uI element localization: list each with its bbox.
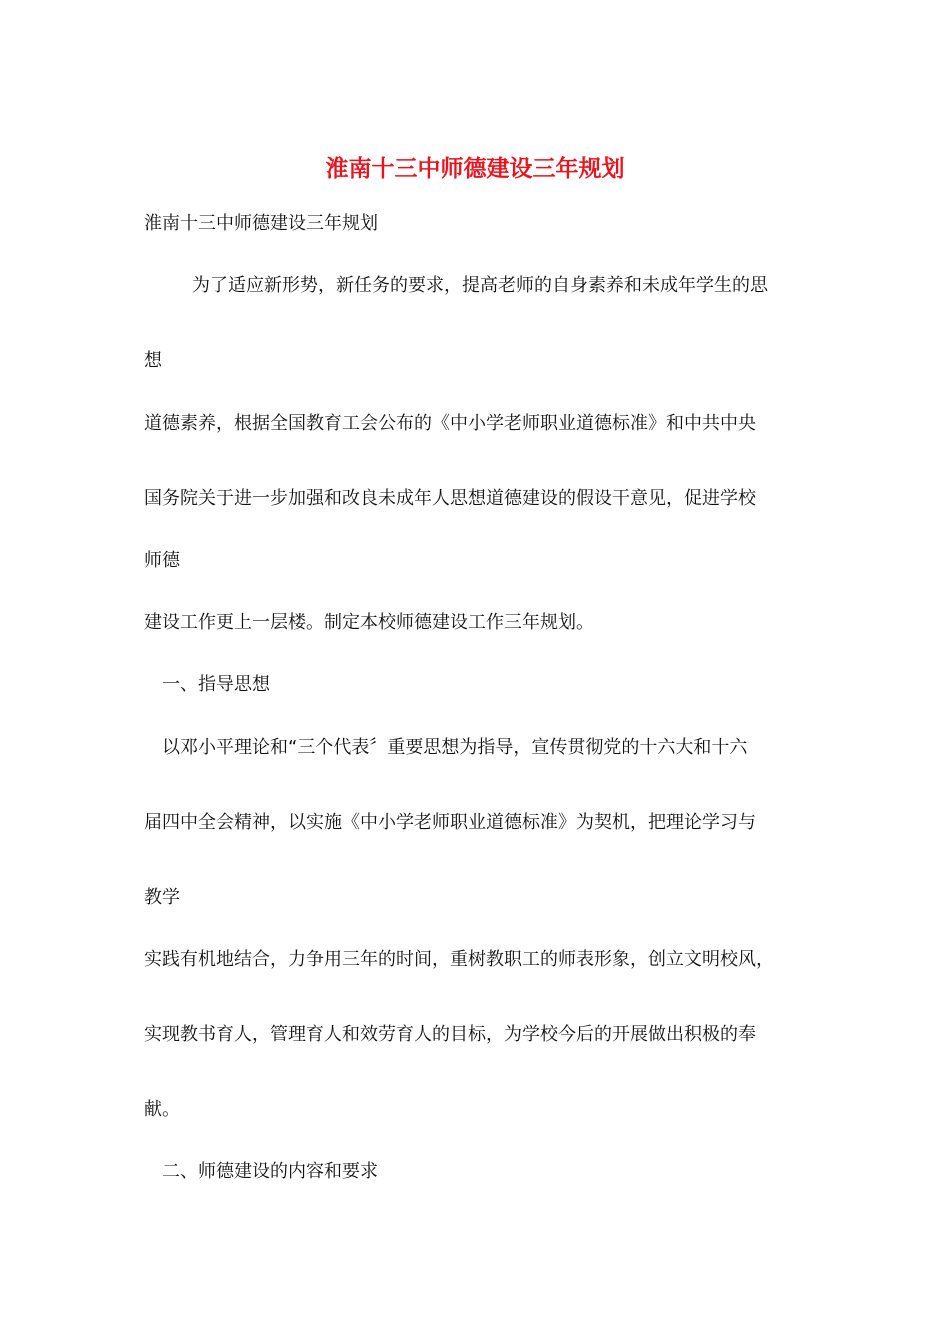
paragraph-line: 实践有机地结合，力争用三年的时间，重树教职工的师表形象，创立文明校风， — [144, 949, 774, 970]
paragraph-line: 教学 — [144, 887, 180, 908]
paragraph-line: 师德 — [144, 550, 180, 571]
paragraph-line: 以邓小平理论和“三个代表〞重要思想为指导，宣传贯彻党的十六大和十六 — [162, 737, 748, 758]
paragraph-line: 国务院关于进一步加强和改良未成年人思想道德建设的假设干意见，促进学校 — [144, 488, 756, 509]
paragraph-line: 想 — [144, 350, 162, 371]
section-heading: 二、师德建设的内容和要求 — [162, 1161, 378, 1182]
paragraph-line: 献。 — [144, 1099, 180, 1120]
document-title: 淮南十三中师德建设三年规划 — [325, 156, 625, 182]
paragraph-line: 建设工作更上一层楼。制定本校师德建设工作三年规划。 — [144, 612, 594, 633]
subtitle-line: 淮南十三中师德建设三年规划 — [144, 213, 378, 234]
paragraph-line: 实现教书育人，管理育人和效劳育人的目标，为学校今后的开展做出积极的奉 — [144, 1024, 756, 1045]
paragraph-line: 届四中全会精神，以实施《中小学老师职业道德标准》为契机，把理论学习与 — [144, 812, 756, 833]
section-heading: 一、指导思想 — [162, 674, 270, 695]
paragraph-line: 道德素养，根据全国教育工会公布的《中小学老师职业道德标准》和中共中央 — [144, 413, 756, 434]
paragraph-line: 为了适应新形势，新任务的要求，提高老师的自身素养和未成年学生的思 — [192, 275, 768, 296]
